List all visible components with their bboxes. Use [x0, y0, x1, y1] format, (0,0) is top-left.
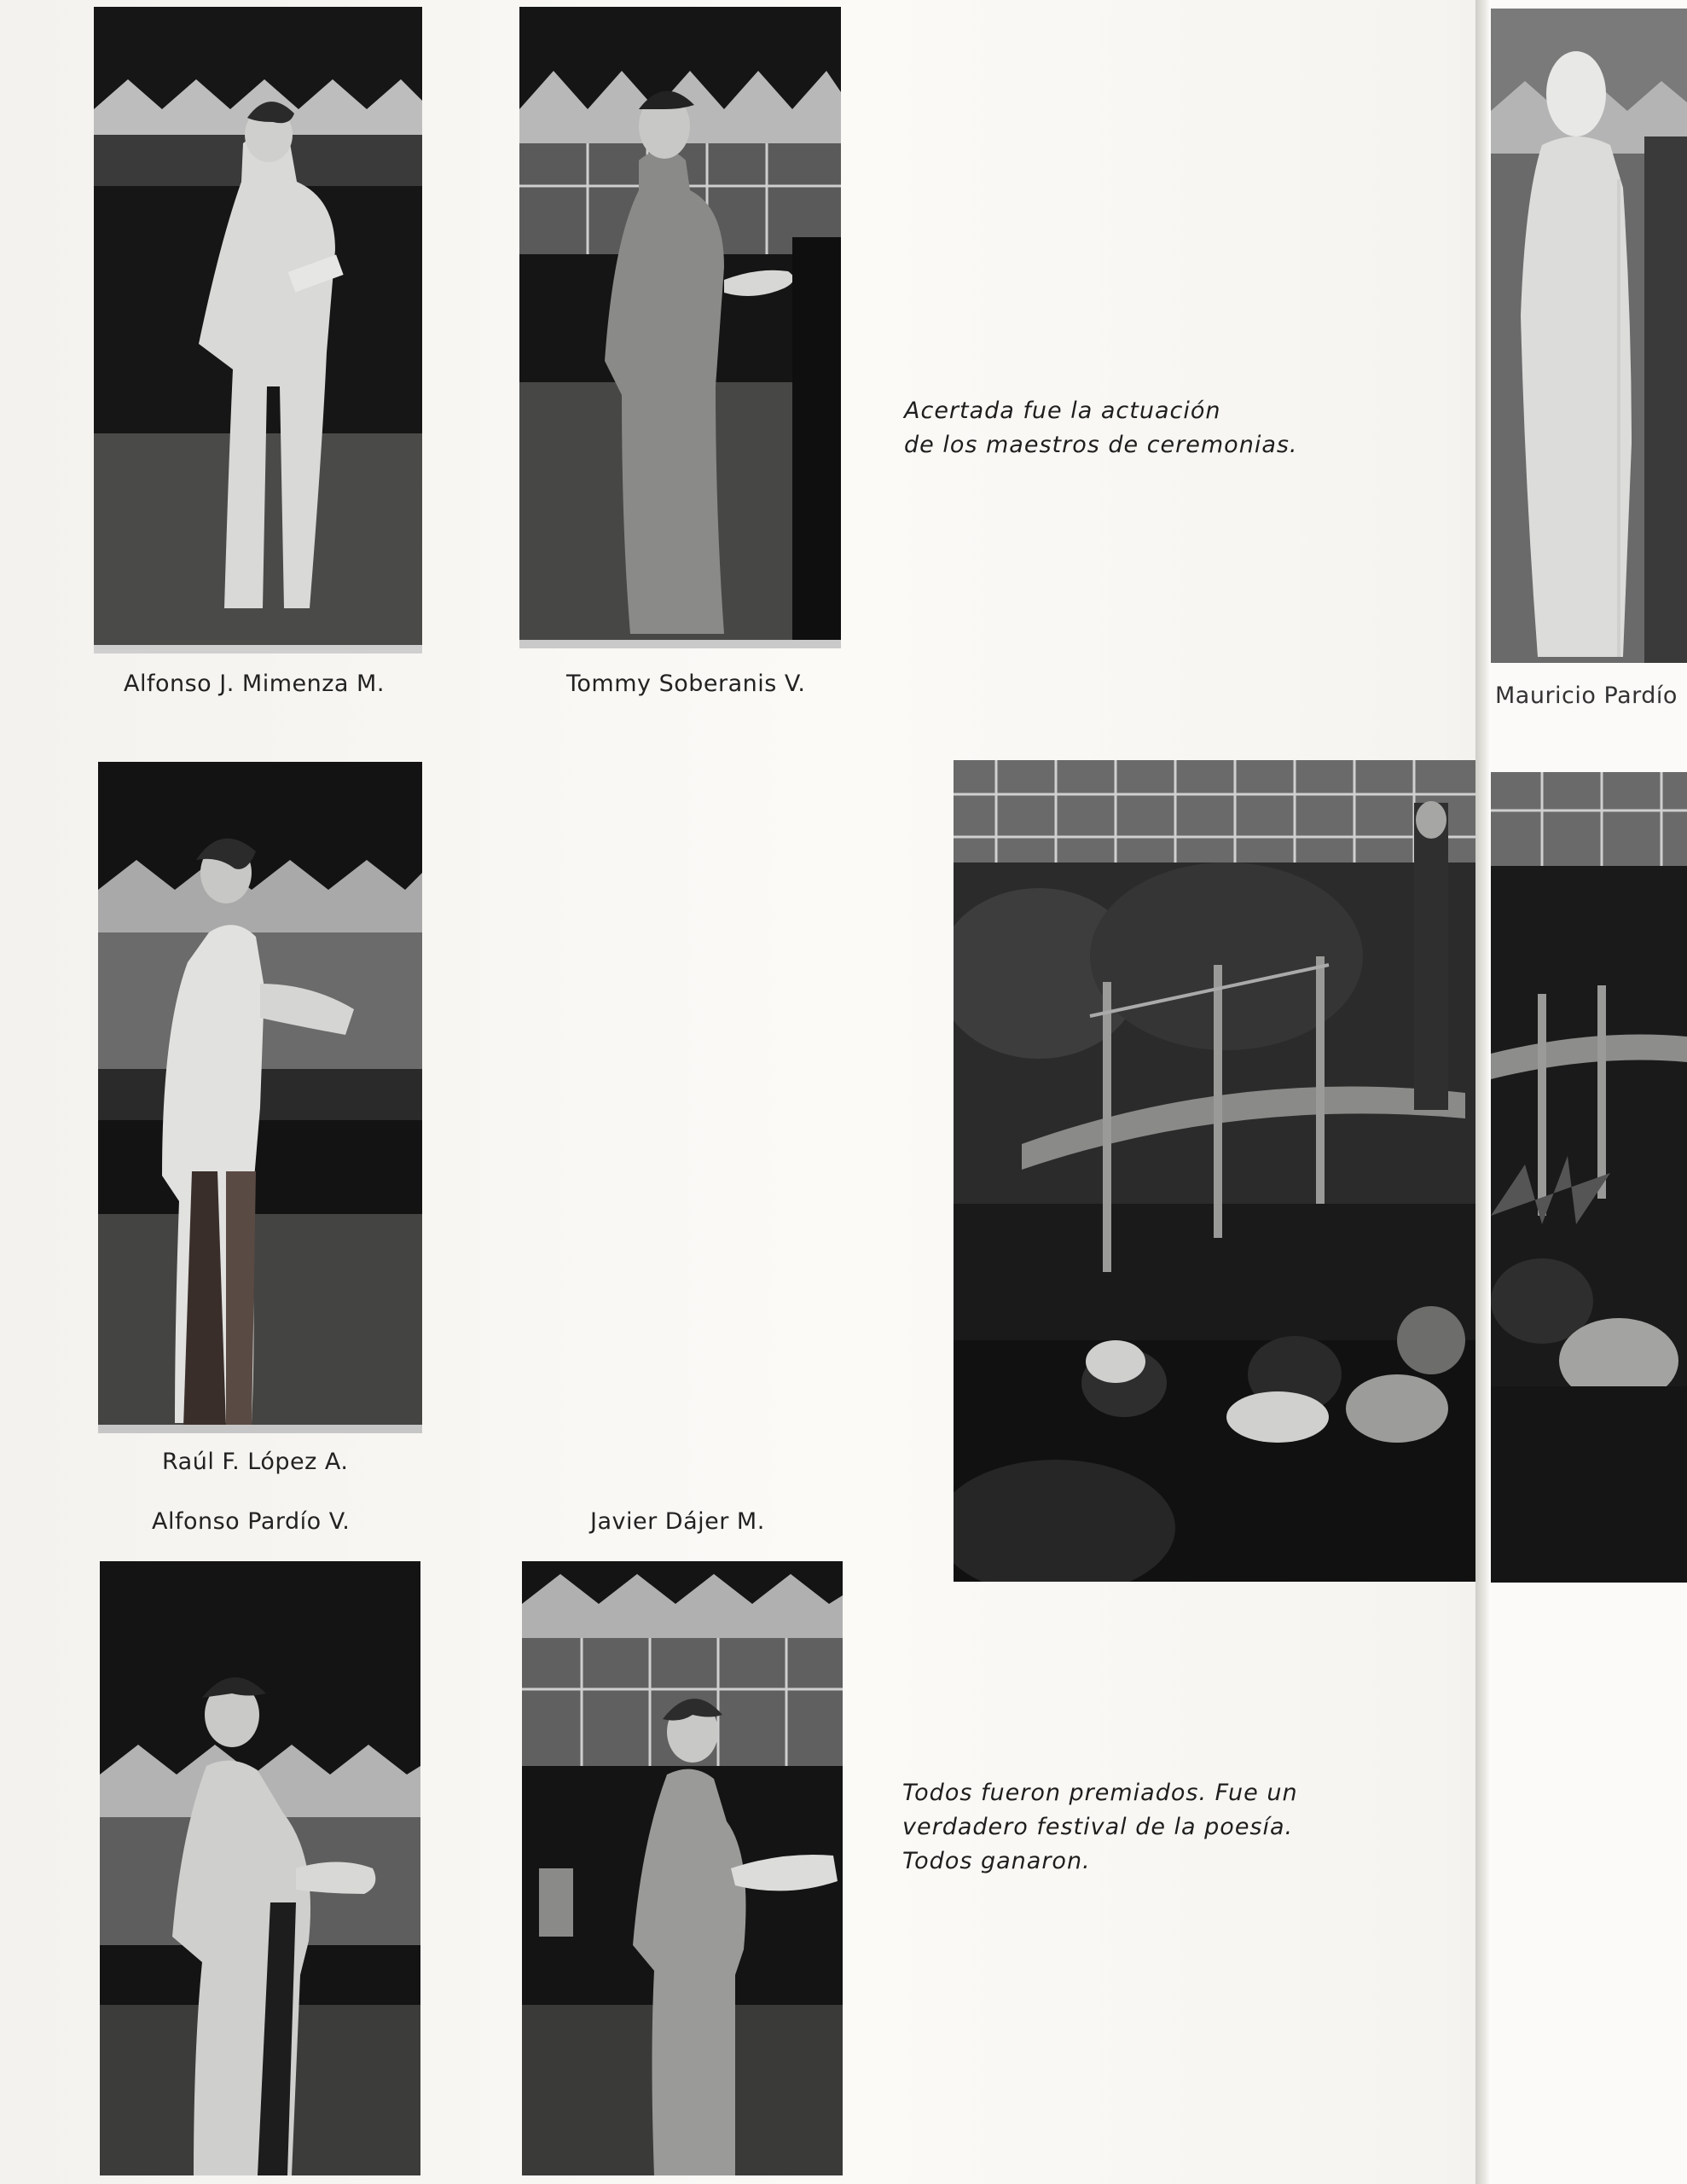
caption-soberanis: Tommy Soberanis V.	[566, 671, 806, 697]
note-line: Todos fueron premiados. Fue un	[902, 1780, 1298, 1806]
caption-dajer: Javier Dájer M.	[590, 1508, 765, 1535]
book-gutter	[1475, 0, 1491, 2184]
note-line: de los maestros de ceremonias.	[904, 432, 1298, 458]
caption-mimenza: Alfonso J. Mimenza M.	[124, 671, 385, 697]
caption-alfonso-pardio: Alfonso Pardío V.	[152, 1508, 351, 1535]
note-line: Todos ganaron.	[902, 1848, 1091, 1874]
photo-dajer	[522, 1561, 843, 2175]
photo-soberanis	[519, 7, 841, 648]
note-line: Acertada fue la actuación	[904, 398, 1221, 424]
caption-lopez: Raúl F. López A.	[162, 1449, 349, 1475]
photo-alfonso-pardio	[100, 1561, 420, 2175]
photo-mimenza	[94, 7, 422, 653]
note-masters-of-ceremony	[904, 394, 1298, 462]
photo-lopez	[98, 762, 422, 1433]
note-line: verdadero festival de la poesía.	[902, 1814, 1294, 1840]
photo-crowd-continuation	[1491, 772, 1687, 1583]
photo-mauricio-pardio	[1491, 9, 1687, 663]
caption-mauricio-pardio: Mauricio Pardío	[1495, 682, 1678, 709]
photo-festival-crowd	[954, 760, 1475, 1582]
facing-page	[1491, 0, 1687, 2184]
note-all-awarded	[902, 1776, 1298, 1879]
